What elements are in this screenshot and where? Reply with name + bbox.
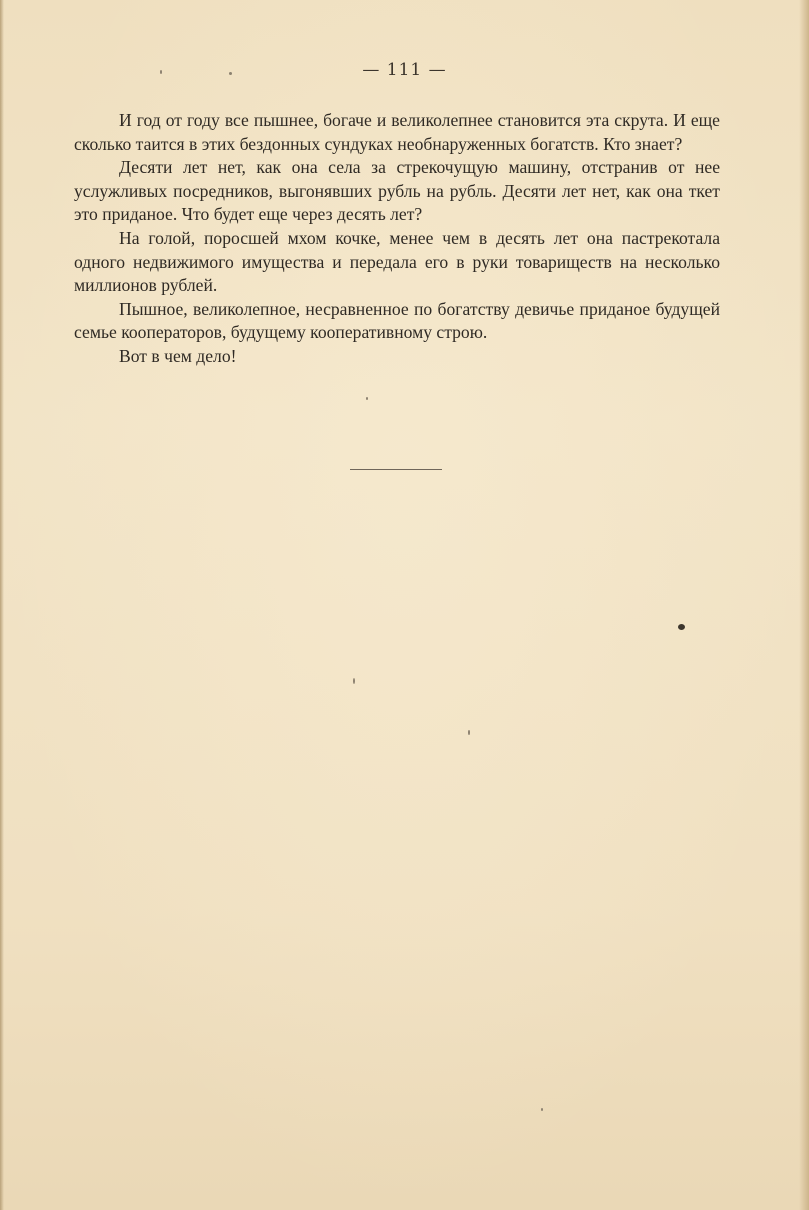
ink-speck — [541, 1108, 543, 1111]
page-right-edge — [799, 0, 809, 1210]
end-rule — [350, 469, 442, 470]
ink-speck — [160, 70, 162, 74]
page-left-edge — [0, 0, 4, 1210]
ink-speck — [468, 730, 470, 735]
paragraph-1: И год от году все пышнее, богаче и великолепнее становится эта скрута. И еще сколько таится в этих бездонных сундуках необнаруженных богатств. Кто знает? — [74, 110, 720, 154]
ink-speck — [366, 397, 368, 400]
paragraph-5: Вот в чем дело! — [119, 345, 237, 366]
paragraph-2: Десяти лет нет, как она села за стрекочущую машину, отстранив от нее услужливых посредников, выгонявших рубль на рубль. Десяти лет нет, как она ткет это приданое. Что будет еще через десять лет? — [74, 157, 720, 225]
paragraph-3: На голой, поросшей мхом кочке, менее чем в десять лет она пастрекотала одного недвижимого имущества и передала его в руки товариществ на несколько миллионов рублей. — [74, 227, 720, 296]
page-number: — 111 — — [362, 60, 447, 80]
body-text — [74, 109, 720, 369]
ink-speck — [678, 624, 685, 630]
paragraph-4: Пышное, великолепное, несравненное по богатству девичье приданое будущей семье кооператоров, будущему кооперативному строю. — [74, 298, 720, 343]
ink-speck — [353, 678, 355, 684]
ink-speck — [229, 72, 232, 75]
